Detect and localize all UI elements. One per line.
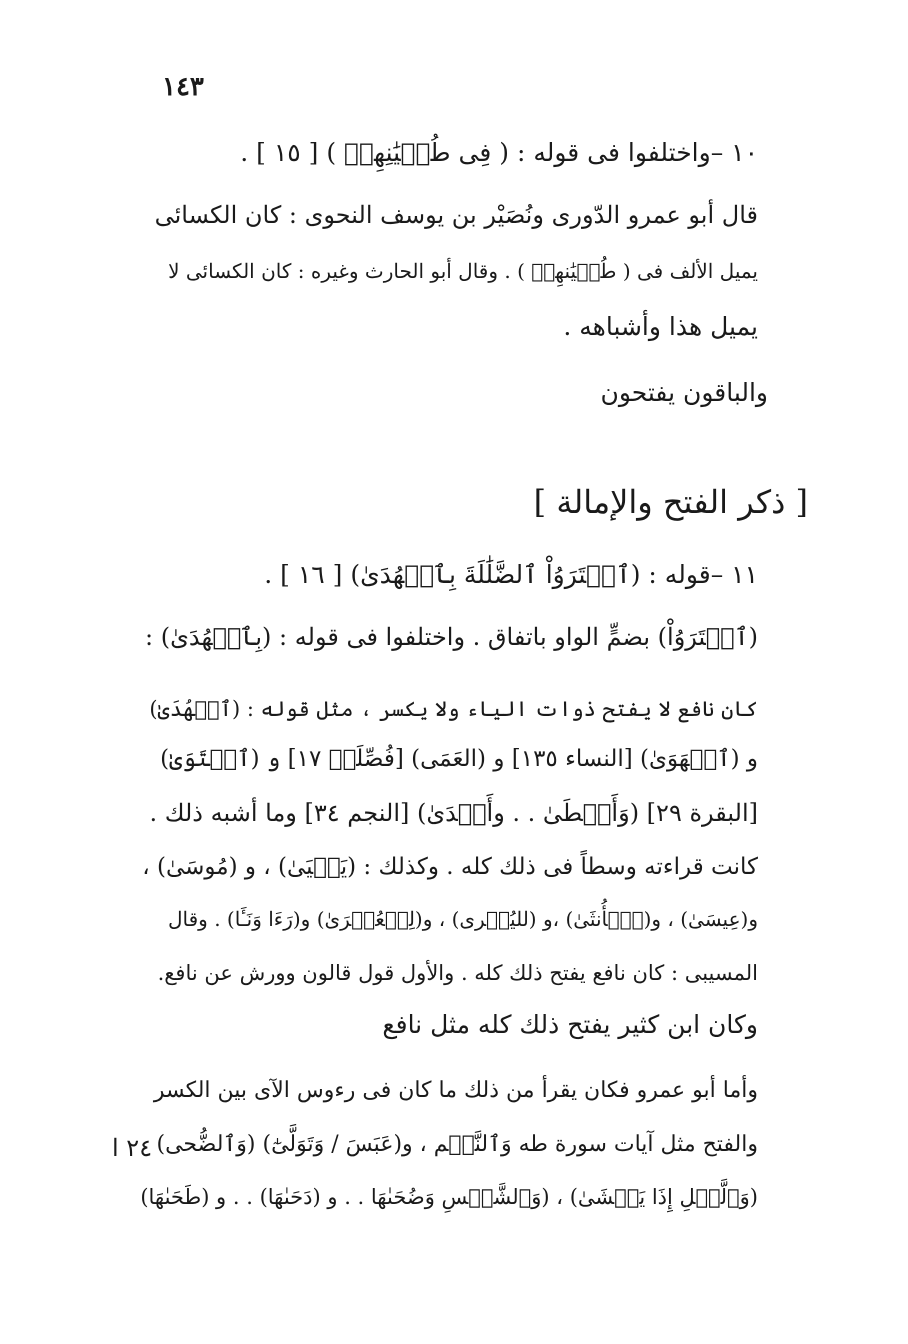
section2-para-line-7: وكان ابن كثير يفتح ذلك كله مثل نافع: [382, 1010, 758, 1039]
section2-para-line-2: و (ٱلۡهَوَىٰ) [النساء ١٣٥] و (العَمَى) [فُصِّلَتۡ ١٧] و (ٱسۡتَوَىٰ): [160, 746, 758, 772]
section2-para-line-4: كانت قراءته وسطاً فى ذلك كله . وكذلك : (يَحۡيَىٰ) ، و (مُوسَىٰ) ،: [142, 854, 758, 880]
margin-note: ٢٤ ا: [112, 1134, 153, 1162]
section-heading: [ ذكر الفتح والإمالة ]: [533, 483, 808, 521]
section1-title-line: ١٠ –واختلفوا فى قوله : ( فِى طُغۡيَٰنِهِمۡ ) [ ١٥ ] .: [240, 138, 758, 167]
section2-para-line-5: و(عِيسَىٰ) ، و(ٱلۡأُنثَىٰ) ،و (لليُسۡرى) ، و(لِلۡعُسۡرَىٰ) و(رَءَا وَنَـَٔا) . وقال: [168, 907, 758, 931]
page-number: ١٤٣: [162, 72, 204, 102]
section2-para-line-1: كان نافع لا يفتح ذوات الياء ولا يكسر ، مثل قوله : (ٱلۡهُدَىٰ): [149, 697, 758, 721]
section2-para-line-6: المسيبى : كان نافع يفتح ذلك كله . والأول قول قالون وورش عن نافع.: [157, 961, 758, 985]
section2-subline: (ٱشۡتَرَوُاْ) بضمٍّ الواو باتفاق . واختلفوا فى قوله : (بِٱلۡهُدَىٰ) :: [144, 623, 758, 651]
section2-title-line: ١١ –قوله : (ٱشۡتَرَوُاْ ٱلضَّلَٰلَةَ بِٱلۡهُدَىٰ) [ ١٦ ] .: [264, 560, 758, 589]
section3-para-line-3: (وَٱلَّيۡلِ إِذَا يَغۡشَىٰ) ، (وَٱلشَّمۡسِ وَضُحَىٰهَا . . و (دَحَىٰهَا) . . و (طَحَىٰهَا): [140, 1185, 758, 1209]
section3-para-line-1: وأما أبو عمرو فكان يقرأ من ذلك ما كان فى رءوس الآى بين الكسر: [153, 1078, 758, 1103]
section1-para-line-3: يميل هذا وأشباهه .: [563, 312, 758, 341]
section3-para-line-2: والفتح مثل آيات سورة طه وَٱلنَّجۡم ، و(عَبَسَ / وَتَوَلَّىٰٓ) (وَٱلضُّحى): [156, 1132, 758, 1157]
section1-para-line-2: يميل الألف فى ( طُغۡيَٰنهِمۡ ) . وقال أبو الحارث وغيره : كان الكسائى لا: [168, 259, 758, 283]
section1-para-line-1: قال أبو عمرو الدّورى ونُصَيْر بن يوسف النحوى : كان الكسائى: [154, 201, 758, 229]
section2-para-line-3: [البقرة ٢٩] (وَأَعۡطَىٰ . . وأَكۡدَىٰ) [النجم ٣٤] وما أشبه ذلك .: [149, 799, 758, 827]
section1-remaining-line: والباقون يفتحون: [600, 378, 768, 407]
